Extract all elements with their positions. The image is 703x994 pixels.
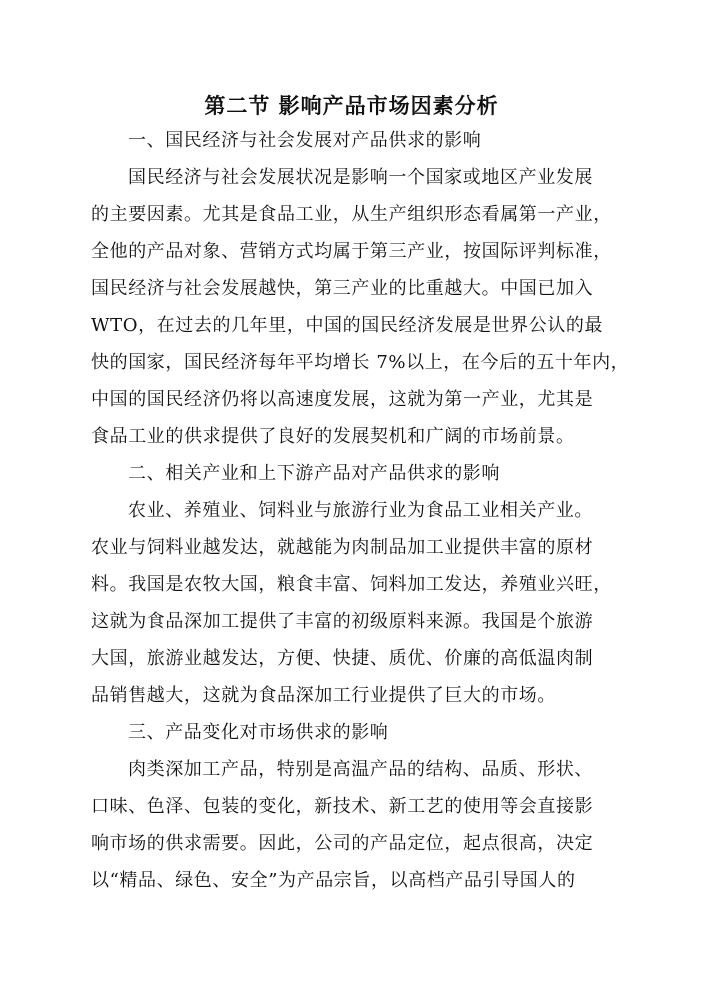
paragraph-line: 品销售越大，这就为食品深加工行业提供了巨大的市场。 — [91, 685, 556, 706]
paragraph-line: 以“精品、绿色、安全”为产品宗旨，以高档产品引导国人的 — [91, 870, 576, 891]
heading-1: 一、国民经济与社会发展对产品供求的影响 — [128, 130, 482, 151]
heading-2: 二、相关产业和上下游产品对产品供求的影响 — [128, 463, 500, 484]
paragraph-line: 农业、养殖业、饲料业与旅游行业为食品工业相关产业。 — [128, 500, 593, 521]
paragraph-line: 全他的产品对象、营销方式均属于第三产业，按国际评判标准， — [91, 241, 612, 262]
paragraph-line: 中国的国民经济仍将以高速度发展，这就为第一产业，尤其是 — [91, 389, 594, 410]
paragraph-line: 这就为食品深加工提供了丰富的初级原料来源。我国是个旅游 — [91, 611, 594, 632]
section-title: 第二节 影响产品市场因素分析 — [204, 93, 499, 118]
paragraph-line: 国民经济与社会发展越快，第三产业的比重越大。中国已加入 — [91, 278, 594, 299]
paragraph-line: 大国，旅游业越发达，方便、快捷、质优、价廉的高低温肉制 — [91, 648, 594, 669]
paragraph-line: 农业与饲料业越发达，就越能为肉制品加工业提供丰富的原材 — [91, 537, 594, 558]
paragraph-line: 响市场的供求需要。因此，公司的产品定位，起点很高，决定 — [91, 833, 594, 854]
paragraph-line: 食品工业的供求提供了良好的发展契机和广阔的市场前景。 — [91, 426, 575, 447]
paragraph-line: 的主要因素。尤其是食品工业，从生产组织形态看属第一产业， — [91, 204, 612, 225]
paragraph-line: 口味、色泽、包装的变化，新技术、新工艺的使用等会直接影 — [91, 796, 594, 817]
heading-3: 三、产品变化对市场供求的影响 — [128, 722, 389, 743]
paragraph-line: 快的国家，国民经济每年平均增长 7%以上，在今后的五十年内， — [91, 352, 630, 373]
paragraph-line: 国民经济与社会发展状况是影响一个国家或地区产业发展 — [128, 167, 593, 188]
paragraph-line: 肉类深加工产品，特别是高温产品的结构、品质、形状、 — [128, 759, 593, 780]
paragraph-line: WTO，在过去的几年里，中国的国民经济发展是世界公认的最 — [91, 315, 604, 336]
paragraph-line: 料。我国是农牧大国，粮食丰富、饲料加工发达，养殖业兴旺， — [91, 574, 612, 595]
